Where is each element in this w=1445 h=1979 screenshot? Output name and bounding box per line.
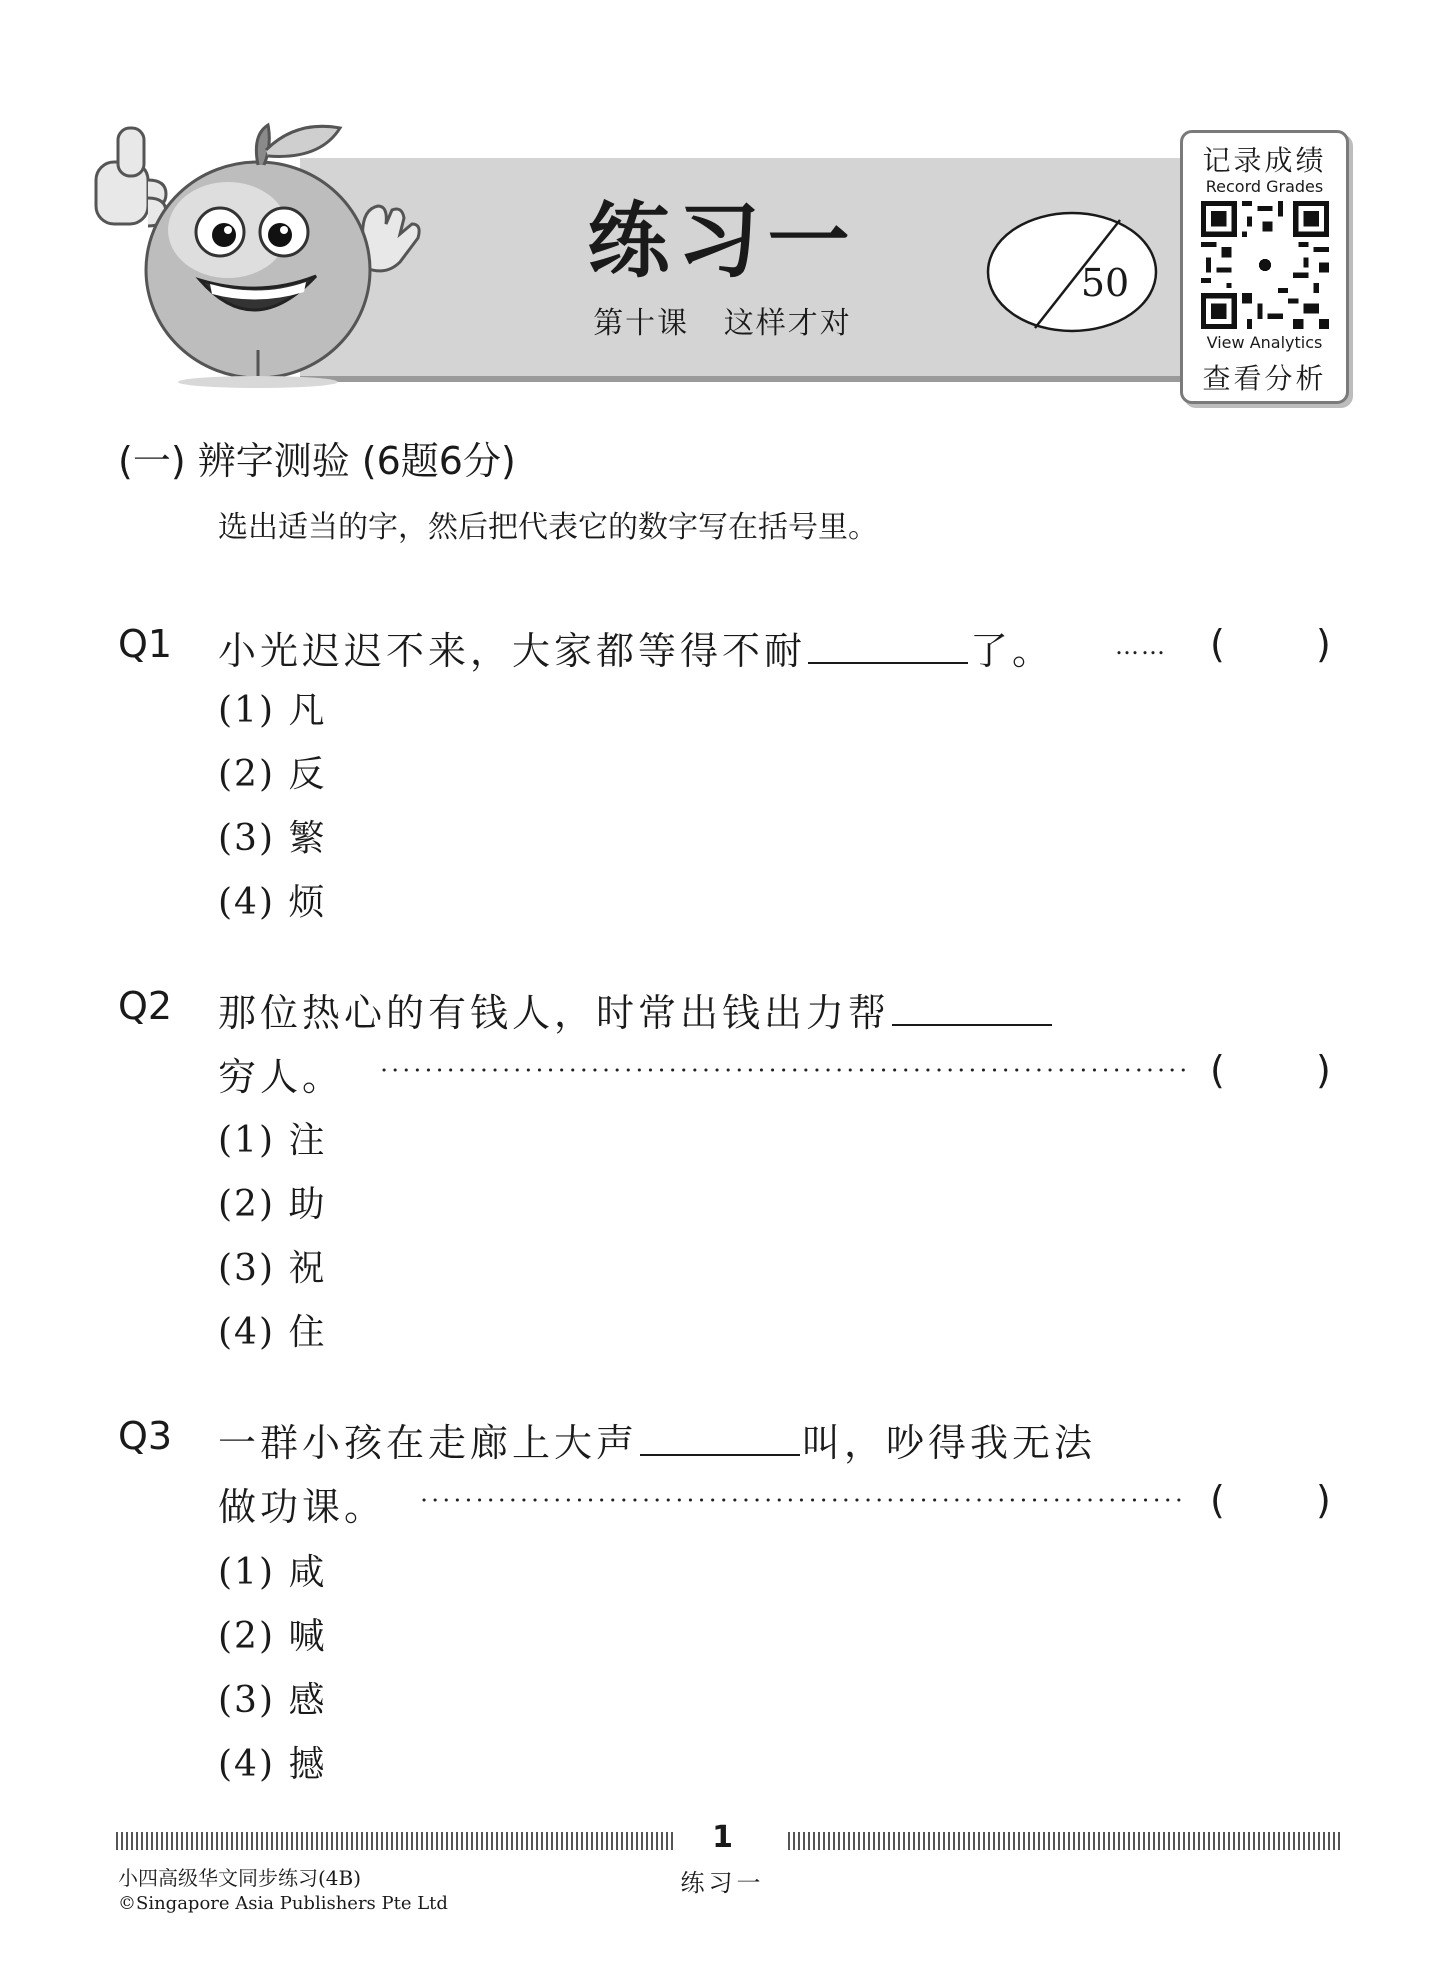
lesson-name: 这样才对 xyxy=(723,306,852,341)
option-1: (1) 注 xyxy=(218,1120,327,1161)
answer-box[interactable] xyxy=(1240,626,1308,670)
option-3: (3) 繁 xyxy=(218,818,327,859)
answer-paren-close: ) xyxy=(1316,1048,1331,1092)
question-text xyxy=(218,620,1054,675)
view-analytics-label: 查看分析 xyxy=(1202,362,1327,395)
section-instruction: 选出适当的字，然后把代表它的数字写在括号里。 xyxy=(218,510,878,545)
answer-blank xyxy=(640,1420,800,1456)
answer-box[interactable] xyxy=(1240,1052,1308,1096)
answer-box[interactable] xyxy=(1240,1482,1308,1526)
option-1: (1) 凡 xyxy=(218,690,327,731)
lesson-number: 第十课 xyxy=(593,306,690,341)
answer-blank xyxy=(808,628,968,664)
qr-panel[interactable] xyxy=(1180,130,1349,404)
question-text xyxy=(218,1412,1096,1467)
option-3: (3) 祝 xyxy=(218,1248,327,1289)
dot-leader xyxy=(380,1062,1190,1078)
answer-paren-open: ( xyxy=(1210,1478,1225,1522)
question-text-part: 小光迟迟不来，大家都等得不耐 xyxy=(218,629,807,673)
option-1: (1) 咸 xyxy=(218,1552,327,1593)
question-text-part: 一群小孩在走廊上大声 xyxy=(218,1421,639,1465)
option-2: (2) 反 xyxy=(218,754,327,795)
option-4: (4) 住 xyxy=(218,1312,327,1353)
option-2: (2) 喊 xyxy=(218,1616,327,1657)
question-text-part: 叫，吵得我无法 xyxy=(802,1421,1097,1465)
answer-paren-open: ( xyxy=(1210,622,1225,666)
view-analytics-label-en: View Analytics xyxy=(1206,333,1323,352)
book-title: 小四高级华文同步练习(4B) xyxy=(118,1866,362,1890)
option-4: (4) 撼 xyxy=(218,1744,327,1785)
option-4: (4) 烦 xyxy=(218,882,327,923)
question-number: Q2 xyxy=(118,984,173,1028)
answer-paren-open: ( xyxy=(1210,1048,1225,1092)
copyright: ©Singapore Asia Publishers Pte Ltd xyxy=(118,1893,448,1914)
question-number: Q3 xyxy=(118,1414,173,1458)
dot-leader: …… xyxy=(1115,632,1167,660)
score-total: 50 xyxy=(1080,261,1130,305)
record-grades-label: 记录成绩 xyxy=(1202,144,1327,177)
record-grades-label-en: Record Grades xyxy=(1205,177,1324,196)
footer-exercise-label: 练习一 xyxy=(680,1869,765,1897)
option-3: (3) 感 xyxy=(218,1680,327,1721)
footer-stripe-right xyxy=(788,1831,1340,1851)
answer-blank xyxy=(892,990,1052,1026)
dot-leader xyxy=(420,1492,1190,1508)
option-2: (2) 助 xyxy=(218,1184,327,1225)
page-title: 练习一 xyxy=(587,194,858,289)
page-number: 1 xyxy=(712,1820,733,1855)
question-text-line2: 做功课。 xyxy=(218,1485,387,1529)
question-text xyxy=(218,982,1054,1037)
question-number: Q1 xyxy=(118,622,173,666)
footer-stripe-left xyxy=(116,1831,676,1851)
question-text-part: 那位热心的有钱人，时常出钱出力帮 xyxy=(218,991,891,1035)
answer-paren-close: ) xyxy=(1316,622,1331,666)
section-title: (一) 辨字测验 (6题6分) xyxy=(118,439,516,483)
question-text-part: 了。 xyxy=(970,629,1055,673)
answer-paren-close: ) xyxy=(1316,1478,1331,1522)
score-circle xyxy=(985,210,1160,335)
question-text-line2: 穷人。 xyxy=(218,1055,345,1099)
qr-code-icon[interactable] xyxy=(1201,201,1329,329)
